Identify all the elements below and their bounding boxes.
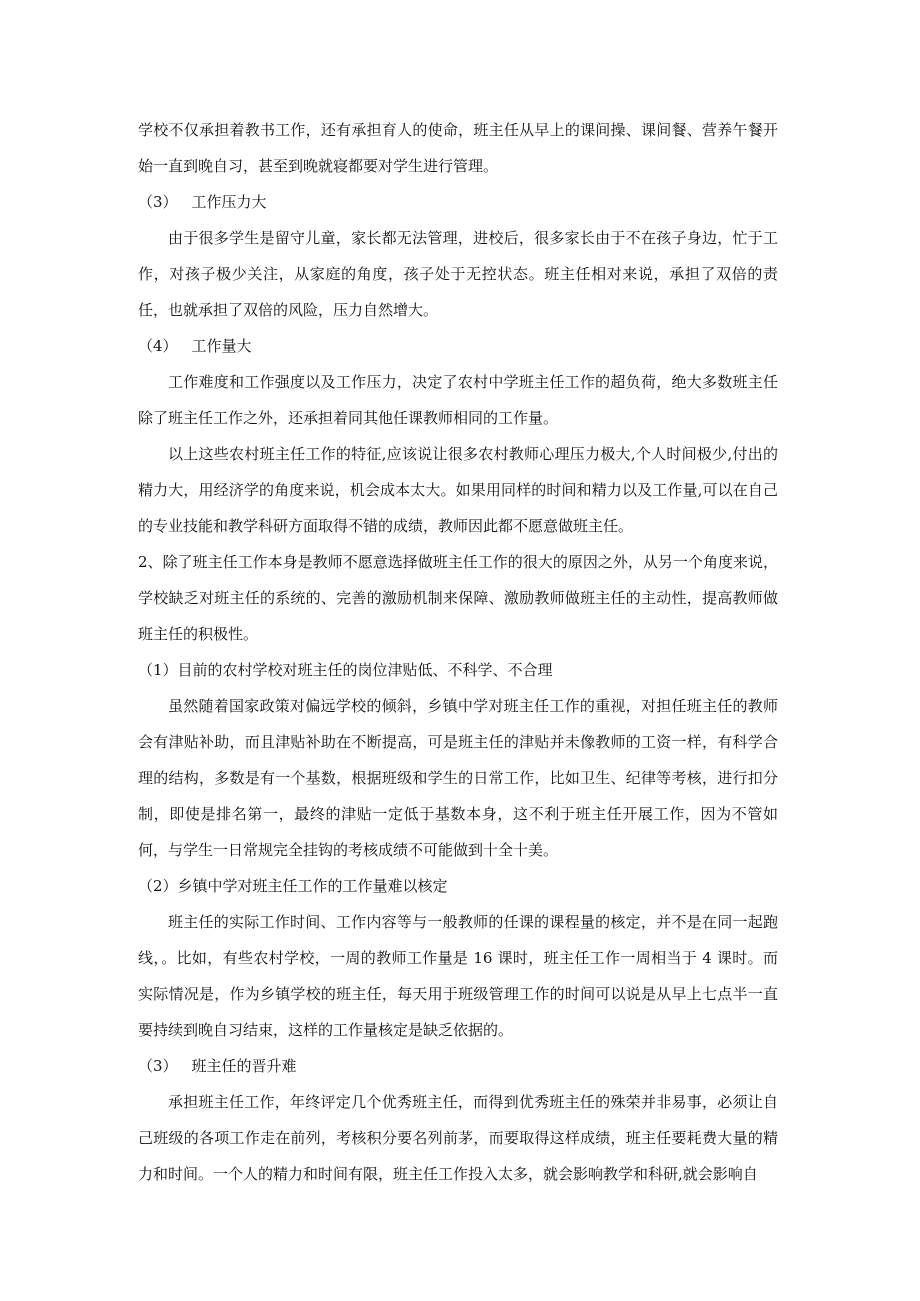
section-heading xyxy=(138,868,778,904)
paragraph: 学校不仅承担着教书工作，还有承担育人的使命，班主任从早上的课间操、课间餐、营养午餐开始一直到晚自习，甚至到晚就寝都要对学生进行管理。 xyxy=(138,121,778,175)
paragraph: 由于很多学生是留守儿童，家长都无法管理，进校后，很多家长由于不在孩子身边，忙于工作，对孩子极少关注，从家庭的角度，孩子处于无控状态。班主任相对来说，承担了双倍的责任，也就承担了双倍的风险，压力自然增大。 xyxy=(138,229,778,319)
section-heading-number: （3） xyxy=(138,1057,178,1075)
paragraph: 虽然随着国家政策对偏远学校的倾斜，乡镇中学对班主任工作的重视，对担任班主任的教师会有津贴补助，而且津贴补助在不断提高，可是班主任的津贴并未像教师的工资一样，有科学合理的结构，多数是有一个基数，根据班级和学生的日常工作，比如卫生、纪律等考核，进行扣分制，即使是排名第一，最终的津贴一定低于基数本身，这不利于班主任开展工作，因为不管如何，与学生一日常规完全挂钩的考核成绩不可能做到十全十美。 xyxy=(138,697,778,859)
section-heading-number: （4） xyxy=(138,337,178,355)
section-heading-number: （3） xyxy=(138,193,178,211)
section-heading xyxy=(138,1048,778,1084)
document-body xyxy=(138,112,778,1192)
section-heading-number: （2） xyxy=(138,877,178,895)
section-heading xyxy=(138,328,778,364)
section-heading xyxy=(138,652,778,688)
paragraph: 承担班主任工作，年终评定几个优秀班主任，而得到优秀班主任的殊荣并非易事，必须让自己班级的各项工作走在前列，考核积分要名列前茅，而要取得这样成绩，班主任要耗费大量的精力和时间。一个人的精力和时间有限，班主任工作投入太多，就会影响教学和科研,就会影响自 xyxy=(138,1093,778,1183)
paragraph: 工作难度和工作强度以及工作压力，决定了农村中学班主任工作的超负荷，绝大多数班主任除了班主任工作之外，还承担着同其他任课教师相同的工作量。 xyxy=(138,373,778,427)
section-heading-text: 班主任的晋升难 xyxy=(191,1057,297,1075)
section-heading-text: 工作量大 xyxy=(191,337,252,355)
section-heading-text: 目前的农村学校对班主任的岗位津贴低、不科学、不合理 xyxy=(177,661,553,679)
section-heading-number: （1） xyxy=(138,661,178,679)
section-heading xyxy=(138,184,778,220)
paragraph: 2、除了班主任工作本身是教师不愿意选择做班主任工作的很大的原因之外，从另一个角度来说，学校缺乏对班主任的系统的、完善的激励机制来保障、激励教师做班主任的主动性，提高教师做班主任的积极性。 xyxy=(138,553,778,643)
paragraph: 班主任的实际工作时间、工作内容等与一般教师的任课的课程量的核定，并不是在同一起跑线，。比如，有些农村学校，一周的教师工作量是 16 课时，班主任工作一周相当于 4 课时。而实际情况是，作为乡镇学校的班主任，每天用于班级管理工作的时间可以说是从早上七点半一直要持续到晚自习结束，这样的工作量核定是缺乏依据的。 xyxy=(138,913,778,1039)
section-heading-text: 乡镇中学对班主任工作的工作量难以核定 xyxy=(177,877,448,895)
section-heading-text: 工作压力大 xyxy=(191,193,267,211)
paragraph: 以上这些农村班主任工作的特征,应该说让很多农村教师心理压力极大,个人时间极少,付出的精力大，用经济学的角度来说，机会成本太大。如果用同样的时间和精力以及工作量,可以在自己的专业技能和教学科研方面取得不错的成绩，教师因此都不愿意做班主任。 xyxy=(138,445,778,535)
